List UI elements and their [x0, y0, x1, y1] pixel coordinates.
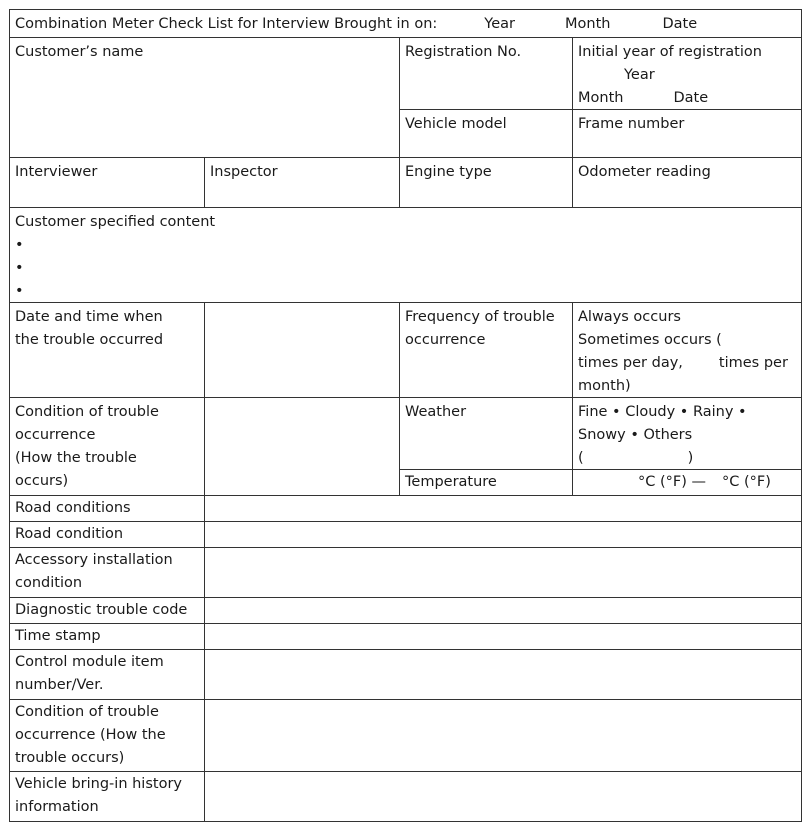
weather-options[interactable]: Snowy • Others: [578, 427, 693, 443]
header-date-label: Date: [662, 16, 698, 32]
weather-label-cell: [399, 397, 573, 470]
weather-paren-close: ): [687, 450, 694, 466]
dtc-label-cell: [9, 597, 205, 624]
frequency-label: Frequency of trouble: [405, 309, 555, 325]
time-stamp-label-cell: [9, 623, 205, 650]
frequency-label: occurrence: [405, 332, 486, 348]
dtc-value-cell[interactable]: [204, 597, 802, 624]
accessory-label: condition: [15, 575, 83, 591]
sometimes-occurs-option[interactable]: Sometimes occurs (: [578, 332, 722, 348]
frequency-options-cell[interactable]: [572, 302, 802, 398]
time-stamp-value-cell[interactable]: [204, 623, 802, 650]
inspector-label: Inspector: [210, 164, 278, 180]
initial-registration-year: Year: [624, 67, 655, 83]
road-conditions-label-cell: [9, 495, 205, 522]
condition-trouble-value-cell[interactable]: [204, 397, 400, 496]
condition-trouble-label-cell: [9, 397, 205, 496]
vehicle-model-cell[interactable]: [399, 109, 573, 158]
condition-how-label: Condition of trouble: [15, 704, 159, 720]
time-stamp-label: Time stamp: [15, 628, 101, 644]
customer-specified-label: Customer specified content: [15, 214, 216, 230]
condition-how-label: occurrence (How the: [15, 727, 166, 743]
interview-check-list-form: [9, 9, 802, 822]
form-title: Combination Meter Check List for Interview Brought in on:: [15, 16, 438, 32]
initial-registration-cell[interactable]: [572, 37, 802, 110]
bullet-item: •: [15, 260, 24, 276]
times-per-label: times per: [718, 355, 788, 371]
road-condition-value-cell[interactable]: [204, 521, 802, 548]
engine-type-label: Engine type: [405, 164, 492, 180]
condition-trouble-label: Condition of trouble: [15, 404, 159, 420]
date-time-trouble-label-cell: [9, 302, 205, 398]
initial-registration-label: Initial year of registration: [578, 44, 762, 60]
weather-label: Weather: [405, 404, 467, 420]
temperature-from-unit: °C (°F) —: [638, 474, 706, 490]
initial-registration-month: Month: [578, 90, 624, 106]
road-condition-label: Road condition: [15, 526, 124, 542]
customer-name-label: Customer’s name: [15, 44, 144, 60]
condition-trouble-label: (How the trouble: [15, 450, 137, 466]
initial-registration-date: Date: [673, 90, 709, 106]
bring-in-history-value-cell[interactable]: [204, 771, 802, 822]
interviewer-cell[interactable]: [9, 157, 205, 208]
bring-in-history-label-cell: [9, 771, 205, 822]
times-per-day-label: times per day,: [578, 355, 683, 371]
engine-type-cell[interactable]: [399, 157, 573, 208]
frequency-label-cell: [399, 302, 573, 398]
interviewer-label: Interviewer: [15, 164, 98, 180]
temperature-label: Temperature: [405, 474, 497, 490]
condition-trouble-label: occurrence: [15, 427, 96, 443]
bring-in-history-label: Vehicle bring-in history: [15, 776, 182, 792]
registration-no-cell[interactable]: [399, 37, 573, 110]
control-module-label-cell: [9, 649, 205, 700]
road-conditions-label: Road conditions: [15, 500, 131, 516]
control-module-value-cell[interactable]: [204, 649, 802, 700]
odometer-cell[interactable]: [572, 157, 802, 208]
condition-how-label-cell: [9, 699, 205, 772]
bullet-item: •: [15, 237, 24, 253]
control-module-label: Control module item: [15, 654, 164, 670]
condition-how-value-cell[interactable]: [204, 699, 802, 772]
month-close-label: month): [578, 378, 631, 394]
always-occurs-option[interactable]: Always occurs: [578, 309, 681, 325]
header-month-label: Month: [565, 16, 611, 32]
registration-no-label: Registration No.: [405, 44, 522, 60]
weather-paren-open: (: [578, 450, 584, 466]
frame-number-cell[interactable]: [572, 109, 802, 158]
accessory-label-cell: [9, 547, 205, 598]
temperature-value-cell[interactable]: [572, 469, 802, 496]
control-module-label: number/Ver.: [15, 677, 104, 693]
temperature-label-cell: [399, 469, 573, 496]
form-header: [9, 9, 802, 38]
vehicle-model-label: Vehicle model: [405, 116, 507, 132]
date-time-trouble-label: Date and time when: [15, 309, 163, 325]
customer-name-cell[interactable]: [9, 37, 400, 158]
weather-options[interactable]: Fine • Cloudy • Rainy •: [578, 404, 747, 420]
date-time-trouble-value-cell[interactable]: [204, 302, 400, 398]
header-year-label: Year: [484, 16, 515, 32]
accessory-label: Accessory installation: [15, 552, 173, 568]
dtc-label: Diagnostic trouble code: [15, 602, 188, 618]
bring-in-history-label: information: [15, 799, 99, 815]
date-time-trouble-label: the trouble occurred: [15, 332, 164, 348]
road-condition-label-cell: [9, 521, 205, 548]
temperature-to-unit: °C (°F): [722, 474, 771, 490]
customer-specified-cell[interactable]: [9, 207, 802, 303]
condition-trouble-label: occurs): [15, 473, 69, 489]
odometer-label: Odometer reading: [578, 164, 711, 180]
accessory-value-cell[interactable]: [204, 547, 802, 598]
frame-number-label: Frame number: [578, 116, 685, 132]
inspector-cell[interactable]: [204, 157, 400, 208]
weather-options-cell[interactable]: [572, 397, 802, 470]
bullet-item: •: [15, 283, 24, 299]
road-conditions-value-cell[interactable]: [204, 495, 802, 522]
condition-how-label: trouble occurs): [15, 750, 125, 766]
